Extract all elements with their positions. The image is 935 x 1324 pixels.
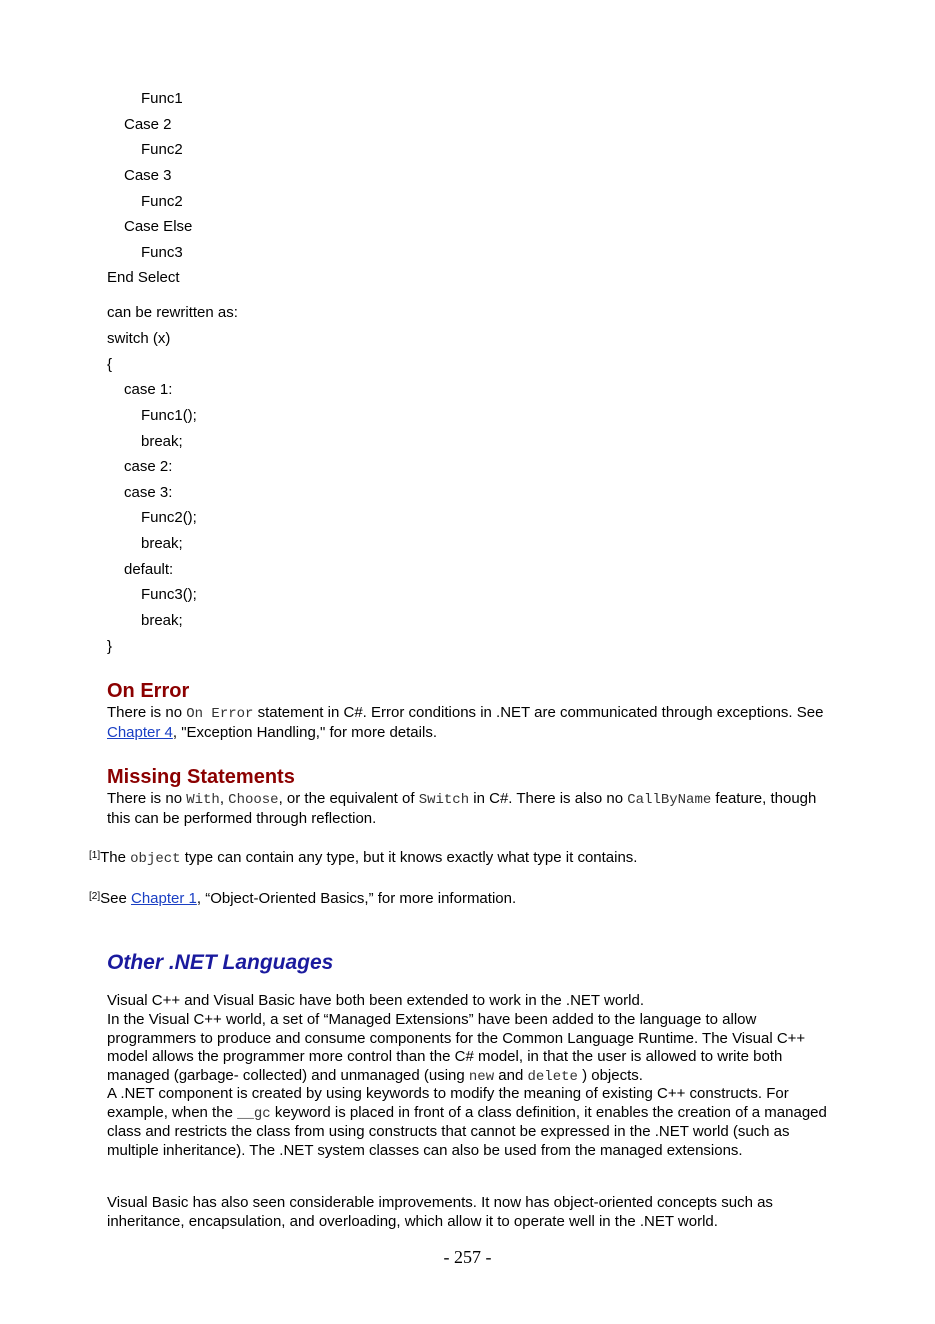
footnote-marker: [1]	[89, 850, 101, 861]
code-line: Func1();	[141, 407, 197, 424]
footnote-2: [2]See Chapter 1, “Object-Oriented Basics,” for more information.	[89, 890, 517, 907]
inline-code: object	[130, 851, 181, 867]
paragraph: Visual Basic has also seen considerable improvements. It now has object-oriented concepts such as inheritance, encapsulation, and overloading, which allow it to operate well in the .NET world.	[107, 1194, 773, 1230]
code-line: case 3:	[124, 484, 173, 501]
code-line: switch (x)	[107, 330, 171, 347]
paragraph: A .NET component is created by using keywords to modify the meaning of existing C++ constructs. For example, when the __gc keyword is placed in front of a class definition, it enables the creation of a managed class and restricts the class from using constructs that cannot be expressed in the .NET world (such as multiple inheritance). The .NET system classes can also be used from the managed extensions.	[107, 1085, 827, 1159]
chapter-4-link[interactable]: Chapter 4	[107, 723, 173, 741]
missing-statements-paragraph: There is no With, Choose, or the equivalent of Switch in C#. There is also no CallByName feature, though this can be performed through reflection.	[107, 790, 817, 827]
code-line: break;	[141, 535, 183, 552]
code-line: break;	[141, 612, 183, 629]
code-line: break;	[141, 433, 183, 450]
code-line: Func2();	[141, 509, 197, 526]
footnote-1: [1]The object type can contain any type, but it knows exactly what type it contains.	[89, 849, 638, 867]
code-line: case 1:	[124, 381, 173, 398]
code-line: Func3	[141, 244, 183, 261]
inline-code: On Error	[186, 706, 254, 722]
rewrite-text: can be rewritten as:	[107, 304, 238, 321]
code-line: }	[107, 638, 113, 655]
code-line: Func1	[141, 90, 183, 107]
code-line: default:	[124, 561, 174, 578]
inline-code: new	[468, 1068, 495, 1085]
code-line: Case 2	[124, 116, 172, 133]
code-line: Func2	[141, 193, 183, 210]
missing-statements-heading: Missing Statements	[107, 766, 295, 788]
inline-code: CallByName	[627, 792, 712, 808]
inline-code: Switch	[418, 792, 470, 808]
code-line: {	[107, 356, 113, 373]
paragraph: Visual C++ and Visual Basic have both been extended to work in the .NET world.	[107, 992, 644, 1009]
on-error-heading: On Error	[107, 680, 190, 702]
inline-code: With	[186, 792, 220, 808]
inline-code: delete	[527, 1068, 578, 1085]
code-line: Func2	[141, 141, 183, 158]
code-line: Case Else	[124, 218, 193, 235]
inline-code: Choose	[228, 792, 279, 808]
code-line: Case 3	[124, 167, 172, 184]
chapter-1-link[interactable]: Chapter 1	[130, 890, 197, 907]
section-title: Other .NET Languages	[107, 951, 334, 974]
code-line: case 2:	[124, 458, 173, 475]
on-error-paragraph: There is no On Error statement in C#. Error conditions in .NET are communicated through exceptions. See Chapter 4, "Exception Handling," for more details.	[107, 704, 824, 741]
page-number: - 257 -	[443, 1247, 492, 1267]
code-line: Func3();	[141, 586, 197, 603]
inline-code: __gc	[237, 1105, 271, 1122]
paragraph: In the Visual C++ world, a set of “Managed Extensions” have been added to the language to allow programmers to produce and consume components for the Common Language Runtime. The Visual C++ model allows the programmer more control than the C# model, in that the user is allowed to write both managed (garbage- collected) and unmanaged (using new and delete ) objects.	[107, 1011, 806, 1085]
code-line: End Select	[107, 269, 180, 286]
footnote-marker: [2]	[89, 891, 101, 902]
